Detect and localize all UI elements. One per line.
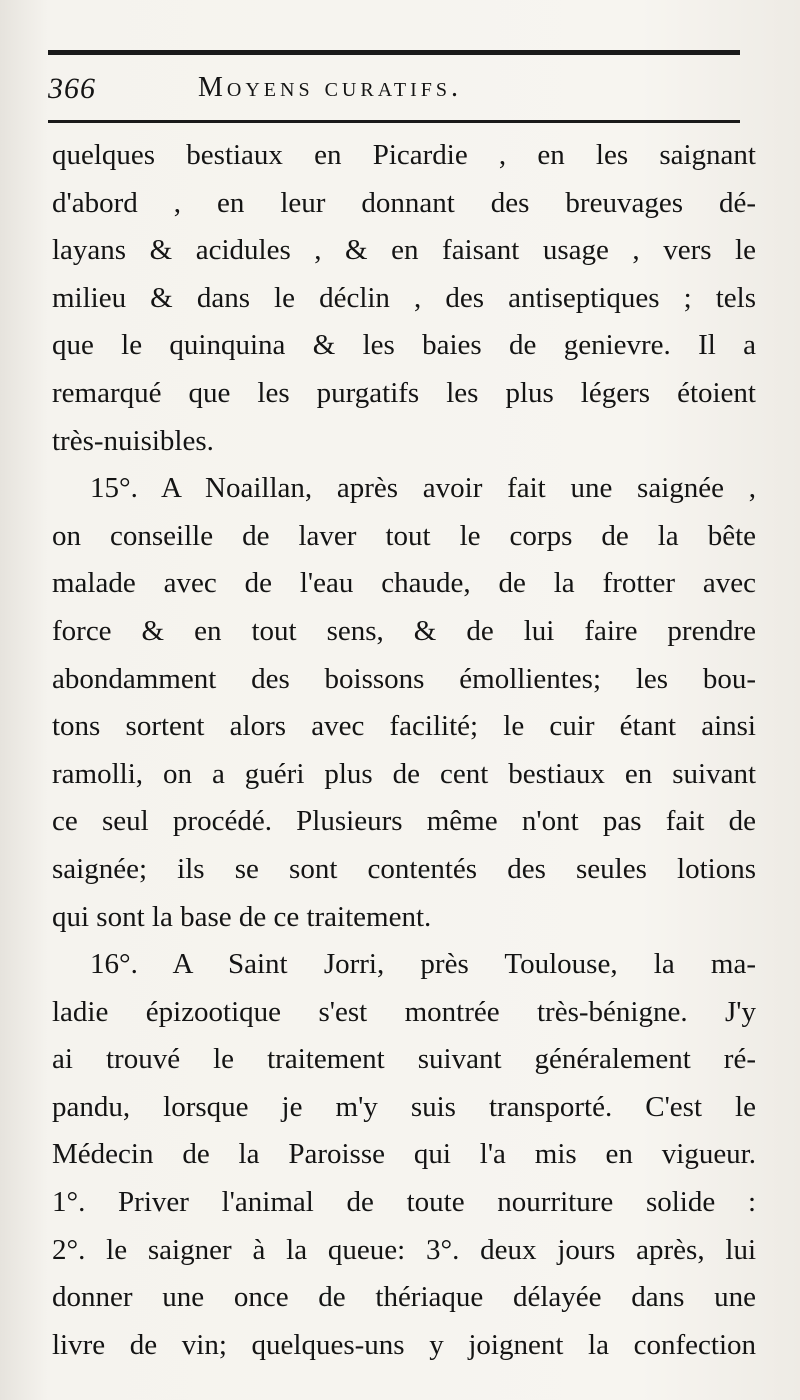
paragraph-start-15: 15°. A Noaillan, après avoir fait une saignée , (90, 472, 756, 505)
text-line: abondamment des boissons émollientes; les bou- (52, 662, 756, 695)
text-line: qui sont la base de ce traitement. (52, 900, 432, 933)
page-number: 366 (48, 72, 96, 105)
text-line: 1°. Priver l'animal de toute nourriture solide : (52, 1186, 756, 1219)
header-bottom-rule (48, 120, 740, 123)
text-line: quelques bestiaux en Picardie , en les saignant (52, 139, 756, 171)
body-text (52, 132, 756, 1369)
text-line: milieu & dans le déclin , des antiseptiques ; tels (52, 281, 756, 314)
text-line: ai trouvé le traitement suivant généralement ré- (52, 1043, 756, 1076)
text-line: saignée; ils se sont contentés des seules lotions (52, 852, 756, 885)
page-header (48, 64, 748, 112)
text-line: malade avec de l'eau chaude, de la frotter avec (52, 567, 756, 600)
text-line: pandu, lorsque je m'y suis transporté. C'est le (52, 1090, 756, 1123)
text-line: layans & acidules , & en faisant usage , vers le (52, 234, 756, 267)
text-line: tons sortent alors avec facilité; le cuir étant ainsi (52, 710, 756, 743)
text-line: d'abord , en leur donnant des breuvages dé- (52, 186, 756, 219)
text-line: 2°. le saigner à la queue: 3°. deux jours après, lui (52, 1233, 756, 1266)
text-line: livre de vin; quelques-uns y joignent la confection (52, 1328, 756, 1361)
paragraph-start-16: 16°. A Saint Jorri, près Toulouse, la ma- (90, 948, 756, 981)
text-line: on conseille de laver tout le corps de la bête (52, 519, 756, 552)
text-line: remarqué que les purgatifs les plus légers étoient (52, 376, 756, 409)
running-title: Moyens curatifs. (198, 72, 463, 103)
text-line: ladie épizootique s'est montrée très-bénigne. J'y (52, 995, 756, 1028)
text-line: ce seul procédé. Plusieurs même n'ont pas fait de (52, 805, 756, 838)
text-line: donner une once de thériaque délayée dans une (52, 1281, 756, 1314)
text-line: Médecin de la Paroisse qui l'a mis en vigueur. (52, 1138, 756, 1171)
text-line: très-nuisibles. (52, 424, 214, 457)
text-line: ramolli, on a guéri plus de cent bestiaux en suivant (52, 757, 756, 790)
text-line: force & en tout sens, & de lui faire prendre (52, 614, 756, 647)
header-top-rule (48, 50, 740, 55)
text-line: que le quinquina & les baies de genievre. Il a (52, 329, 756, 362)
